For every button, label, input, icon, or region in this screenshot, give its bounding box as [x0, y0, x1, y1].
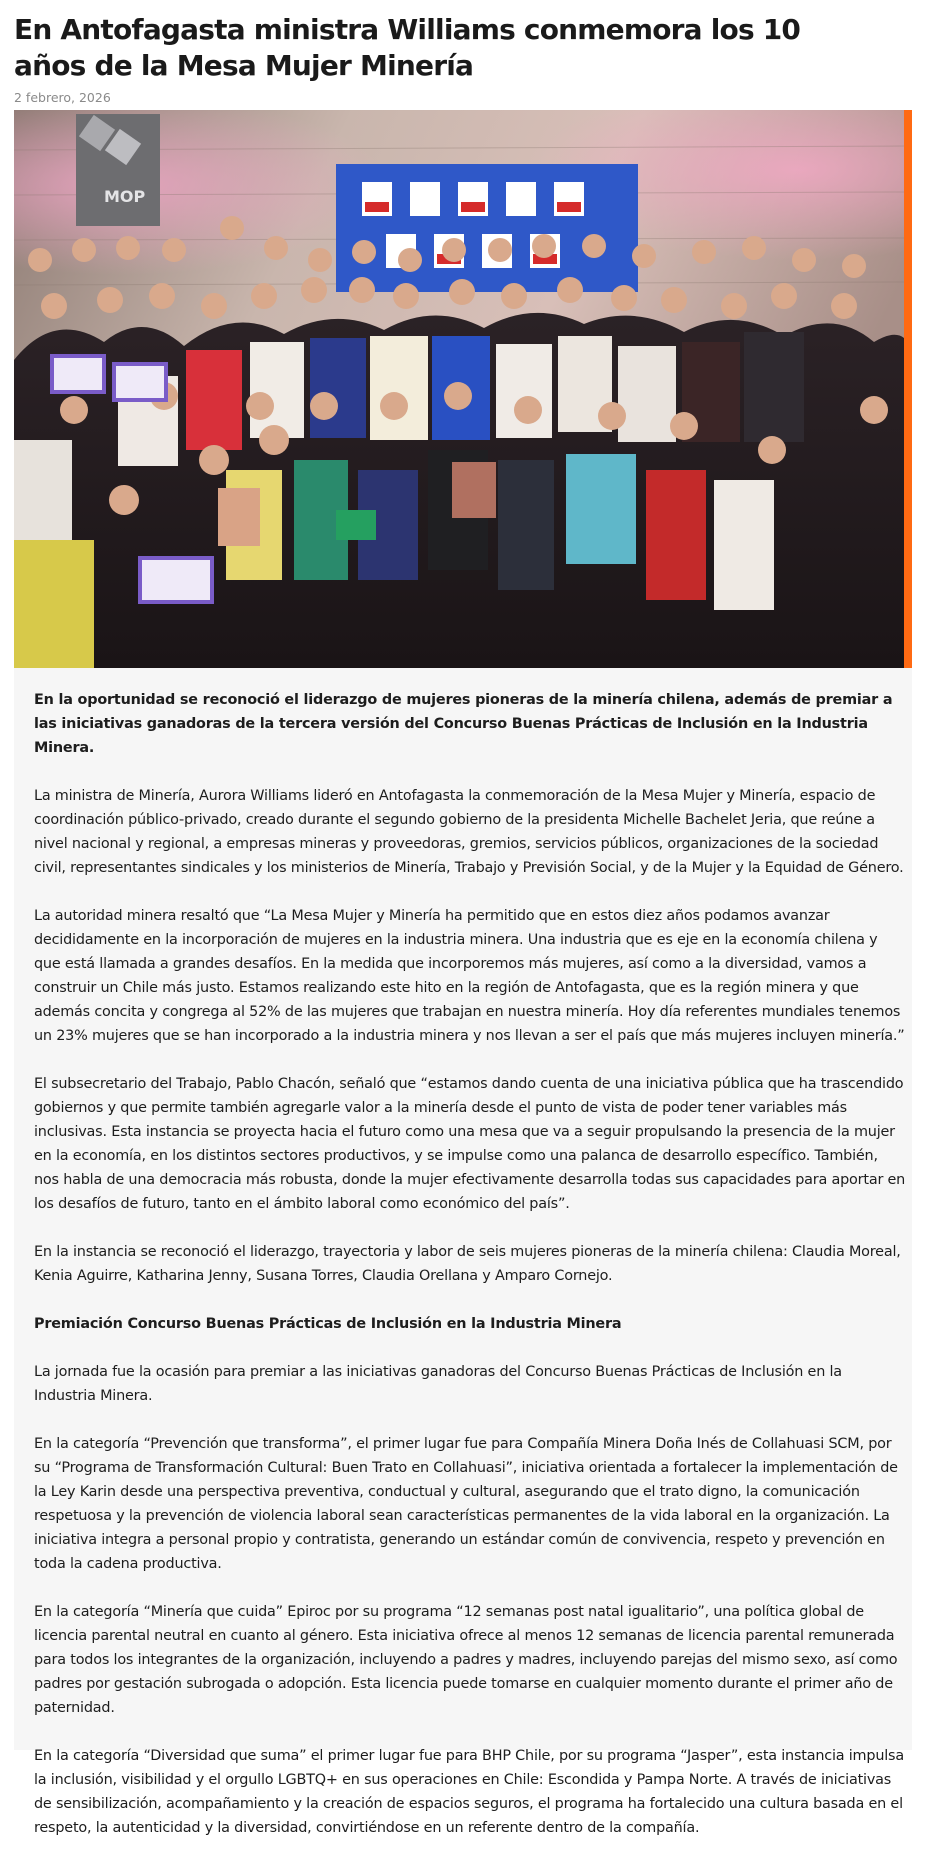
article-date: 2 febrero, 2026 [14, 90, 111, 105]
ministry-banner [336, 164, 638, 292]
paragraph: La autoridad minera resaltó que “La Mesa Mujer y Minería ha permitido que en estos diez años podamos avanzar decididamente en la incorporación de mujeres en la industria minera. Una industria que es eje en la economía chilena y que está llamada a grandes desafíos. En la medida que incorporemos más mujeres, así como a la diversidad, vamos a construir un Chile más justo. Estamos realizando este hito en la región de Antofagasta, que es la región minera y que además concita y congrega al 52% de las mujeres que trabajan en nuestra minería. Hoy día referentes mundiales tenemos un 23% mujeres que se han incorporado a la industria minera y nos llevan a ser el país que más mujeres incluyen minería.” [34, 908, 905, 1044]
paragraph: En la categoría “Diversidad que suma” el primer lugar fue para BHP Chile, por su programa “Jasper”, esta instancia impulsa la inclusión, visibilidad y el orgullo LGBTQ+ en sus operaciones en Chile: Escondida y Pampa Norte. A través de iniciativas de sensibilización, acompañamiento y la creación de espacios seguros, el programa ha fortalecido una cultura basada en el respeto, la autenticidad y la diversidad, convirtiéndose en un referente dentro de la compañía. [34, 1748, 904, 1836]
paragraph: La jornada fue la ocasión para premiar a las iniciativas ganadoras del Concurso Buenas Prácticas de Inclusión en la Industria Minera. [34, 1364, 842, 1404]
mop-plaque [76, 114, 160, 226]
article-title: En Antofagasta ministra Williams conmemora los 10 años de la Mesa Mujer Minería [14, 13, 801, 82]
section-subheading: Premiación Concurso Buenas Prácticas de Inclusión en la Industria Minera [34, 1316, 622, 1332]
paragraph: En la categoría “Minería que cuida” Epiroc por su programa “12 semanas post natal igualitario”, una política global de licencia parental neutral en cuanto al género. Esta iniciativa ofrece al menos 12 semanas de licencia parental remunerada para todos los integrantes de la organización, incluyendo a padres y madres, incluyendo parejas del mismo sexo, así como padres por gestación subrogada o adopción. Esta licencia puede tomarse en cualquier momento durante el primer año de paternidad. [34, 1604, 898, 1716]
paragraph: El subsecretario del Trabajo, Pablo Chacón, señaló que “estamos dando cuenta de una iniciativa pública que ha trascendido gobiernos y que permite también agregarle valor a la minería desde el punto de vista de poder tener variables más inclusivas. Esta instancia se proyecta hacia el futuro como una mesa que va a seguir propulsando la presencia de la mujer en la economía, en los distintos sectores productivos, y se impulse como una palanca de desarrollo específico. También, nos habla de una democracia más robusta, donde la mujer efectivamente desarrolla todas sus capacidades para aportar en los desafíos de futuro, tanto en el ámbito laboral como económico del país”. [34, 1076, 906, 1212]
article-body [14, 668, 912, 1836]
paragraph: En la instancia se reconoció el liderazgo, trayectoria y labor de seis mujeres pioneras de la minería chilena: Claudia Moreal, Kenia Aguirre, Katharina Jenny, Susana Torres, Claudia Orellana y Amparo Cornejo. [34, 1244, 901, 1284]
accent-bar [903, 110, 912, 668]
paragraph: En la categoría “Prevención que transforma”, el primer lugar fue para Compañía Minera Doña Inés de Collahuasi SCM, por su “Programa de Transformación Cultural: Buen Trato en Collahuasi”, iniciativa orientada a fortalecer la implementación de la Ley Karin desde una perspectiva preventiva, conductual y cultural, asegurando que el trato digno, la comunicación respetuosa y la prevención de violencia laboral sean características permanentes de la vida laboral en la organización. La iniciativa integra a personal propio y contratista, generando un estándar común de convivencia, respeto y prevención en toda la cadena productiva. [34, 1436, 898, 1572]
lead-paragraph: En la oportunidad se reconoció el liderazgo de mujeres pioneras de la minería chilena, además de premiar a las iniciativas ganadoras de la tercera versión del Concurso Buenas Prácticas de Inclusión en la Industria Minera. [34, 692, 893, 756]
paragraph: La ministra de Minería, Aurora Williams lideró en Antofagasta la conmemoración de la Mesa Mujer y Minería, espacio de coordinación público-privado, creado durante el segundo gobierno de la presidenta Michelle Bachelet Jeria, que reúne a nivel nacional y regional, a empresas mineras y proveedoras, gremios, servicios públicos, organizaciones de la sociedad civil, representantes sindicales y los ministerios de Minería, Trabajo y Previsión Social, y de la Mujer y la Equidad de Género. [34, 788, 904, 876]
mop-plaque-text: MOP [104, 187, 146, 206]
article-photo [14, 110, 904, 668]
